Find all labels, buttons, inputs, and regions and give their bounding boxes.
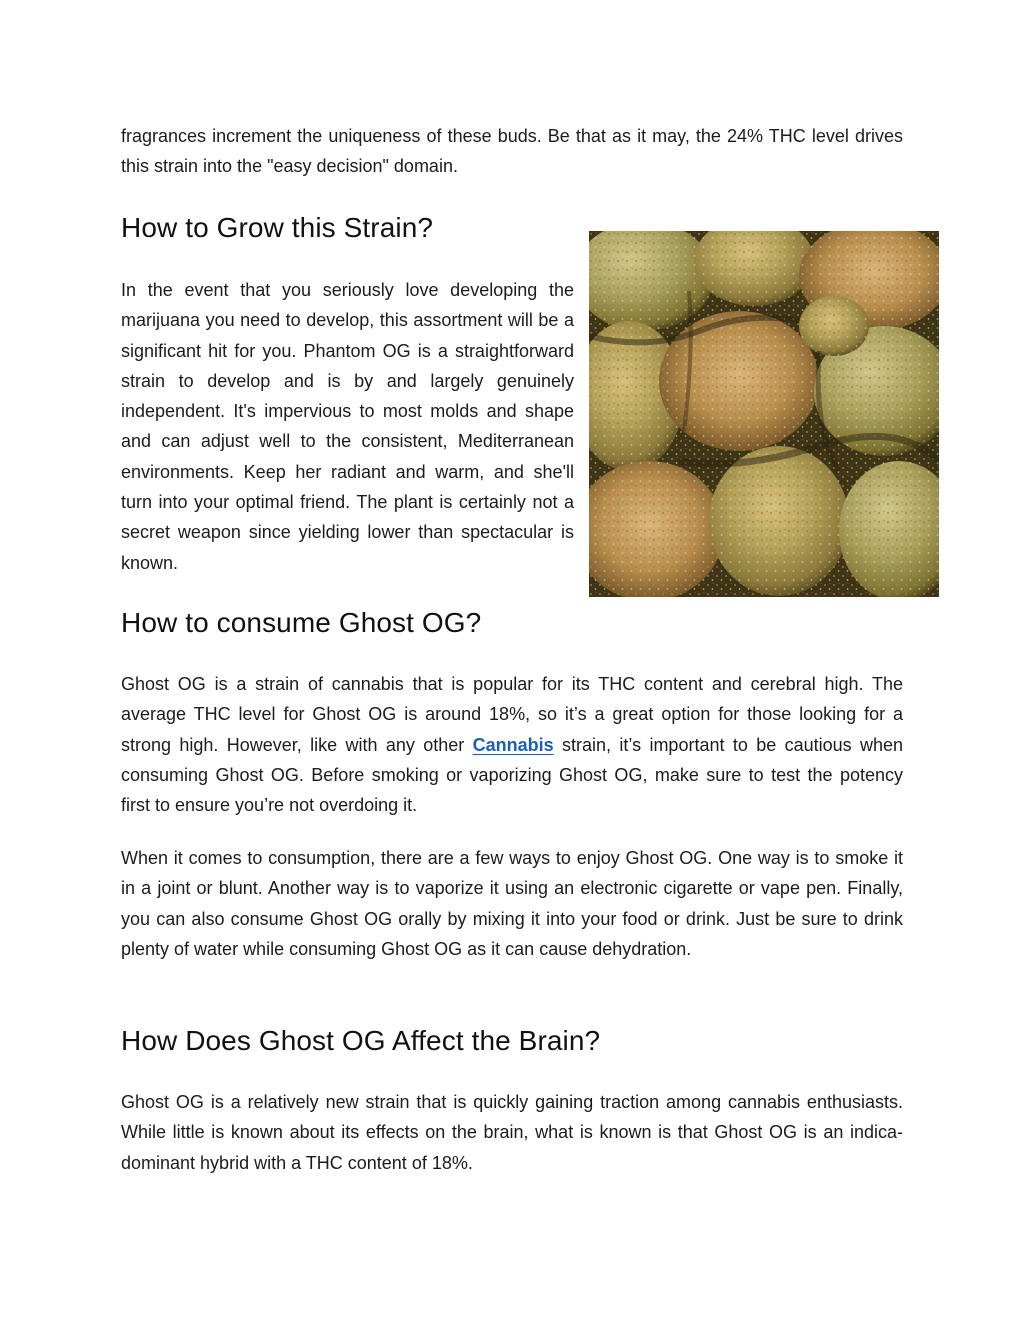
cannabis-link[interactable]: Cannabis bbox=[472, 734, 554, 755]
consume-text-after-link: strain, it’s important to be cautious when consuming Ghost OG. Before smoking or vaporizing Ghost OG, make sure to test the potency first to ensure you’re not overdoing it. bbox=[121, 734, 904, 816]
consume-paragraph-1 bbox=[121, 669, 903, 820]
brain-paragraph: Ghost OG is a relatively new strain that is quickly gaining traction among cannabis enthusiasts. While little is known about its effects on the brain, what is known is that Ghost OG is an indica-dominant hybrid with a THC content of 18%. bbox=[121, 1092, 903, 1173]
heading-grow: How to Grow this Strain? bbox=[121, 212, 434, 243]
consume-text-before-link: Ghost OG is a strain of cannabis that is popular for its THC content and cerebral high. The average THC level for Ghost OG is around 18%, so it’s a great option for those looking for a strong high. However, like with any other bbox=[121, 674, 903, 755]
heading-consume: How to consume Ghost OG? bbox=[121, 607, 482, 638]
cannabis-buds-image bbox=[589, 231, 939, 597]
consume-paragraph-2: When it comes to consumption, there are a few ways to enjoy Ghost OG. One way is to smoke it in a joint or blunt. Another way is to vaporize it using an electronic cigarette or vape pen. Finally, you can also consume Ghost OG orally by mixing it into your food or drink. Just be sure to drink plenty of water while consuming Ghost OG as it can cause dehydration. bbox=[121, 848, 903, 959]
heading-brain: How Does Ghost OG Affect the Brain? bbox=[121, 1025, 601, 1056]
intro-paragraph: fragrances increment the uniqueness of these buds. Be that as it may, the 24% THC level drives this strain into the "easy decision" domain. bbox=[121, 126, 903, 177]
grow-paragraph: In the event that you seriously love developing the marijuana you need to develop, this assortment will be a significant hit for you. Phantom OG is a straightforward strain to develop and is by and largely genuinely independent. It's impervious to most molds and shape and can adjust well to the consistent, Mediterranean environments. Keep her radiant and warm, and she'll turn into your optimal friend. The plant is certainly not a secret weapon since yielding lower than spectacular is known. bbox=[121, 280, 574, 573]
